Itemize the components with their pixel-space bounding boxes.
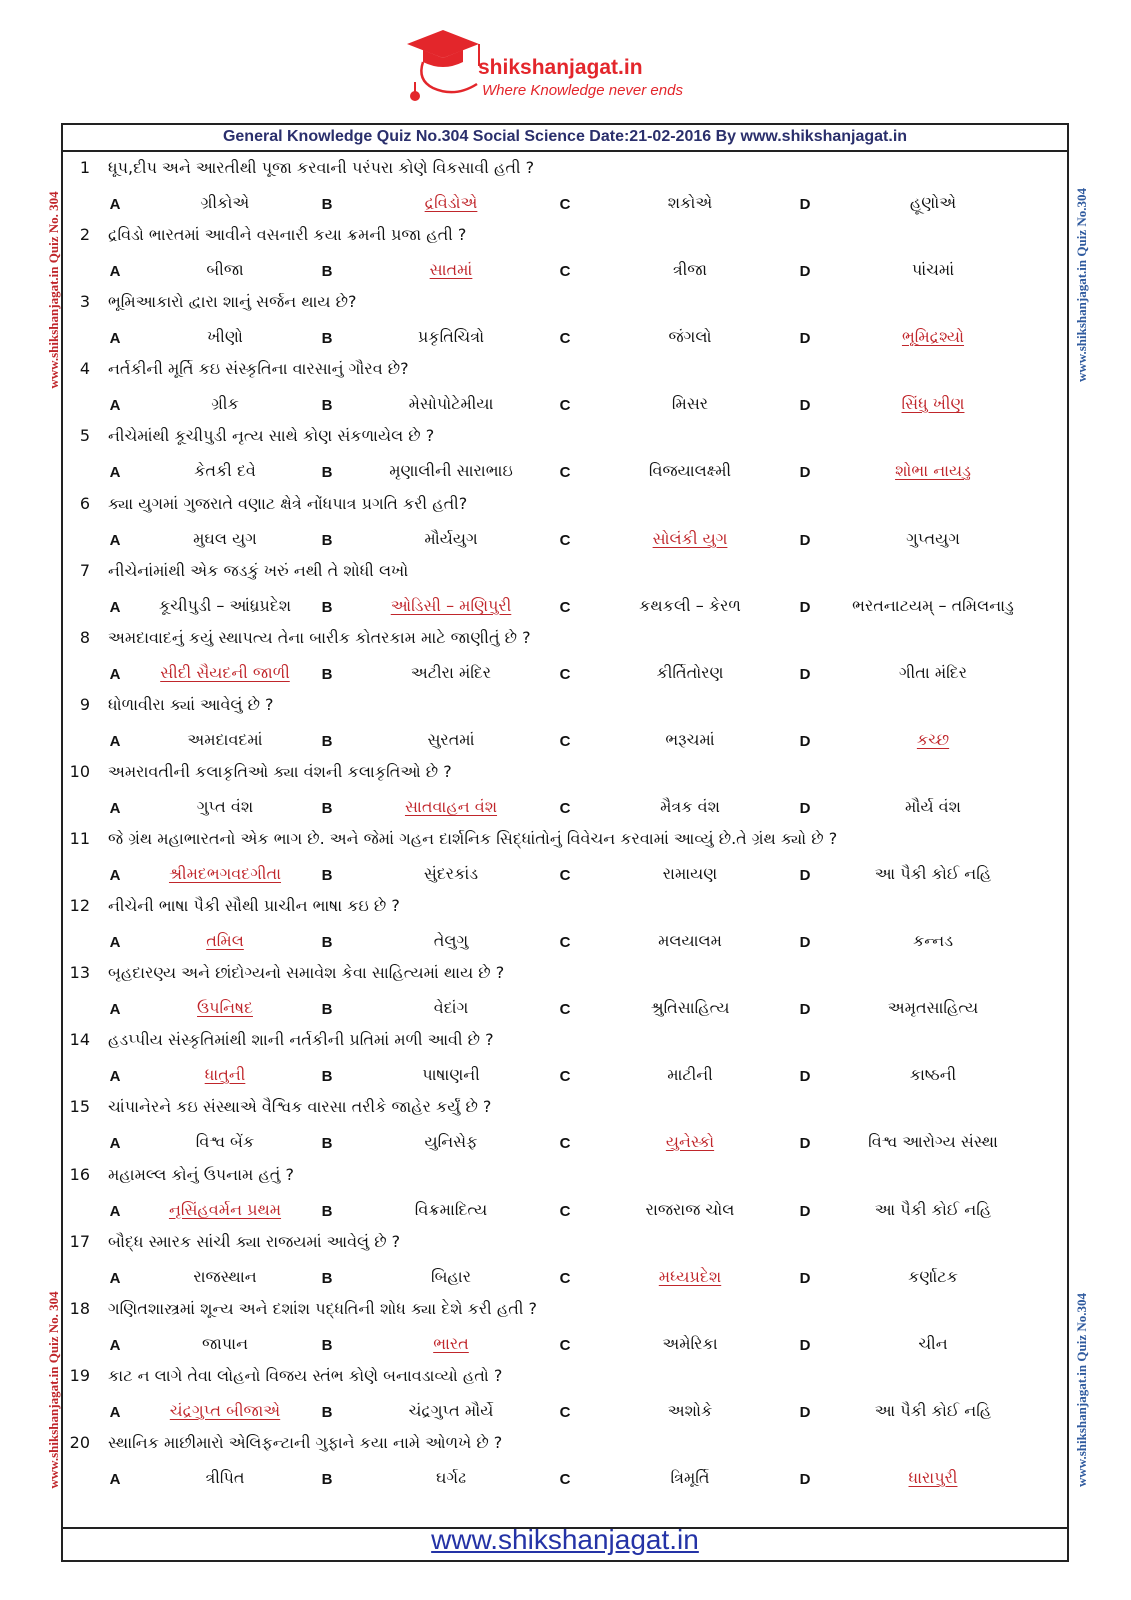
question-text: જે ગ્રંથ મહાભારતનો એક ભાગ છે. અને જેમાં ગહન દાર્શનિક સિદ્ધાંતોનું વિવેચન કરવામાં આવ્યું છે.તે ગ્રંથ ક્યો છે ? xyxy=(108,829,838,848)
question-text: મહામલ્લ કોનું ઉપનામ હતું ? xyxy=(108,1165,294,1184)
question-text: નીચેનાંમાંથી એક જડકું ખરું નથી તે શોધી લખો xyxy=(108,561,409,580)
option-letter: A xyxy=(109,1471,121,1488)
option-letter: A xyxy=(109,599,121,616)
question-number: 11 xyxy=(69,829,90,848)
question-number: 9 xyxy=(79,695,90,714)
option-letter: C xyxy=(559,196,571,213)
question-number: 2 xyxy=(79,225,90,244)
option-letter: C xyxy=(559,666,571,683)
correct-answer-option: શોભા નાયડુ xyxy=(895,461,971,480)
answer-option: સુરતમાં xyxy=(427,730,475,749)
option-letter: D xyxy=(799,934,811,951)
option-letter: C xyxy=(559,733,571,750)
answer-option: ગ્રીકોએ xyxy=(200,193,250,212)
correct-answer-option: દ્રવિડોએ xyxy=(424,193,478,212)
question-number: 19 xyxy=(69,1366,90,1385)
answer-option: ત્રીપિત xyxy=(205,1468,245,1487)
option-letter: A xyxy=(109,330,121,347)
option-letter: A xyxy=(109,397,121,414)
option-letter: A xyxy=(109,666,121,683)
option-letter: D xyxy=(799,1471,811,1488)
answer-option: કેતકી દવે xyxy=(194,461,256,480)
option-letter: B xyxy=(321,1270,333,1287)
answer-option: બિહાર xyxy=(430,1267,472,1286)
question-number: 6 xyxy=(79,494,90,513)
option-letter: B xyxy=(321,263,333,280)
answer-option: સુંદરકાંડ xyxy=(423,864,479,883)
option-letter: C xyxy=(559,1337,571,1354)
answer-option: જાપાન xyxy=(201,1334,248,1353)
option-letter: D xyxy=(799,733,811,750)
answer-option: અમૃતસાહિત્ય xyxy=(887,998,979,1017)
answer-option: આ પૈકી કોઈ નહિ xyxy=(874,1401,992,1420)
option-letter: B xyxy=(321,330,333,347)
option-letter: B xyxy=(321,1001,333,1018)
option-letter: C xyxy=(559,934,571,951)
question-number: 3 xyxy=(79,292,90,311)
question-text: દ્રવિડો ભારતમાં આવીને વસનારી કયા ક્રમની પ્રજા હતી ? xyxy=(108,225,467,244)
option-letter: D xyxy=(799,867,811,884)
option-letter: D xyxy=(799,1203,811,1220)
answer-option: મલયાલમ xyxy=(658,931,722,950)
answer-option: મૌર્ય વંશ xyxy=(905,797,961,816)
option-letter: B xyxy=(321,867,333,884)
option-letter: C xyxy=(559,1270,571,1287)
question-text: અમદાવાદનું કયું સ્થાપત્ય તેના બારીક કોતરકામ માટે જાણીતું છે ? xyxy=(108,628,531,647)
option-letter: C xyxy=(559,1203,571,1220)
option-letter: B xyxy=(321,397,333,414)
option-letter: A xyxy=(109,1135,121,1152)
option-letter: A xyxy=(109,1001,121,1018)
question-text: ચાંપાનેરને કઇ સંસ્થાએ વૈશ્વિક વારસા તરીકે જાહેર કર્યું છે ? xyxy=(108,1097,492,1116)
option-letter: D xyxy=(799,330,811,347)
option-letter: D xyxy=(799,1001,811,1018)
answer-option: કાષ્ઠની xyxy=(909,1065,957,1084)
logo-name: shikshanjagat.in xyxy=(478,56,643,79)
answer-option: જંગલો xyxy=(668,327,712,346)
answer-option: ચંદ્રગુપ્ત મૌર્યે xyxy=(408,1401,494,1420)
question-text: કાટ ન લાગે તેવા લોહનો વિજય સ્તંભ કોણે બનાવડાવ્યો હતો ? xyxy=(108,1366,503,1385)
option-letter: A xyxy=(109,1270,121,1287)
answer-option: રામાયણ xyxy=(662,864,718,883)
option-letter: A xyxy=(109,263,121,280)
question-text: નર્તકીની મૂર્તિ કઇ સંસ્કૃતિના વારસાનું ગૌરવ છે? xyxy=(108,359,409,378)
option-letter: D xyxy=(799,397,811,414)
correct-answer-option: મધ્યપ્રદેશ xyxy=(658,1267,722,1286)
option-letter: C xyxy=(559,397,571,414)
correct-answer-option: સિંધુ ખીણ xyxy=(901,394,965,413)
answer-option: વિજયાલક્ષ્મી xyxy=(648,461,732,480)
question-number: 15 xyxy=(69,1097,90,1116)
option-letter: B xyxy=(321,1404,333,1421)
answer-option: માટીની xyxy=(667,1065,713,1084)
option-letter: B xyxy=(321,532,333,549)
option-letter: C xyxy=(559,330,571,347)
answer-option: ત્રિમૂર્તિ xyxy=(670,1468,710,1487)
option-letter: A xyxy=(109,934,121,951)
option-letter: B xyxy=(321,196,333,213)
answer-option: ત્રીજા xyxy=(672,260,708,279)
option-letter: C xyxy=(559,532,571,549)
option-letter: B xyxy=(321,800,333,817)
option-letter: A xyxy=(109,1404,121,1421)
option-letter: A xyxy=(109,532,121,549)
question-text: બૌદ્ધ સ્મારક સાંચી ક્યા રાજયમાં આવેલું છે ? xyxy=(108,1232,401,1251)
correct-answer-option: ચંદ્રગુપ્ત બીજાએ xyxy=(169,1401,281,1420)
question-number: 4 xyxy=(79,359,90,378)
question-text: ગણિતશાસ્ત્રમાં શૂન્ય અને દશાંશ પદ્ધતિની શોધ ક્યા દેશે કરી હતી ? xyxy=(108,1299,537,1318)
question-number: 7 xyxy=(79,561,90,580)
answer-option: ભરૂચમાં xyxy=(665,730,715,749)
option-letter: B xyxy=(321,1471,333,1488)
answer-option: રાજરાજ ચોલ xyxy=(645,1200,735,1219)
correct-answer-option: નૃસિંહવર્મન પ્રથમ xyxy=(168,1200,282,1219)
option-letter: A xyxy=(109,867,121,884)
correct-answer-option: તમિલ xyxy=(206,931,244,950)
correct-answer-option: સાતમાં xyxy=(429,260,473,279)
answer-option: કીર્તિતોરણ xyxy=(656,663,724,682)
option-letter: D xyxy=(799,1270,811,1287)
correct-answer-option: ધારાપુરી xyxy=(908,1468,958,1487)
answer-option: અશોકે xyxy=(667,1401,713,1420)
correct-answer-option: ઓડિસી – મણિપુરી xyxy=(390,596,512,615)
answer-option: મૌર્યયુગ xyxy=(424,529,478,548)
question-text: નીચેની ભાષા પૈકી સૌથી પ્રાચીન ભાષા કઇ છે ? xyxy=(108,896,400,915)
answer-option: પાષાણની xyxy=(422,1065,480,1084)
answer-option: ગીતા મંદિર xyxy=(899,663,967,682)
option-letter: A xyxy=(109,1068,121,1085)
question-number: 1 xyxy=(79,158,90,177)
option-letter: B xyxy=(321,1337,333,1354)
side-label-right-top: www.shikshanjagat.in Quiz No.304 xyxy=(1074,188,1089,382)
correct-answer-option: યુનેસ્કો xyxy=(665,1132,715,1151)
answer-option: ગુપ્તયુગ xyxy=(906,529,960,548)
option-letter: D xyxy=(799,800,811,817)
question-number: 17 xyxy=(69,1232,90,1251)
option-letter: C xyxy=(559,867,571,884)
answer-option: આ પૈકી કોઈ નહિ xyxy=(874,864,992,883)
answer-option: યુનિસેફ xyxy=(424,1132,478,1151)
question-text: હડપ્પીય સંસ્કૃતિમાંથી શાની નર્તકીની પ્રતિમાં મળી આવી છે ? xyxy=(108,1030,494,1049)
question-number: 18 xyxy=(69,1299,90,1318)
option-letter: A xyxy=(109,733,121,750)
question-number: 12 xyxy=(69,896,90,915)
option-letter: B xyxy=(321,934,333,951)
logo-tagline: Where Knowledge never ends xyxy=(482,82,683,99)
answer-option: ખીણો xyxy=(207,327,243,346)
answer-option: શકોએ xyxy=(667,193,713,212)
answer-option: બીજા xyxy=(206,260,244,279)
answer-option: ગુપ્ત વંશ xyxy=(196,797,254,816)
answer-option: ચીન xyxy=(918,1334,948,1353)
question-number: 8 xyxy=(79,628,90,647)
answer-option: અમેરિકા xyxy=(662,1334,718,1353)
answer-option: મૈત્રક વંશ xyxy=(660,797,720,816)
option-letter: C xyxy=(559,800,571,817)
answer-option: વેદાંગ xyxy=(433,998,469,1017)
answer-option: અમદાવદમાં xyxy=(187,730,263,749)
option-letter: D xyxy=(799,666,811,683)
option-letter: A xyxy=(109,1337,121,1354)
option-letter: B xyxy=(321,1068,333,1085)
answer-option: વિશ્વ બેંક xyxy=(195,1132,255,1151)
answer-option: મિસર xyxy=(671,394,709,413)
option-letter: B xyxy=(321,464,333,481)
option-letter: C xyxy=(559,1135,571,1152)
option-letter: A xyxy=(109,800,121,817)
option-letter: D xyxy=(799,464,811,481)
answer-option: પાંચમાં xyxy=(911,260,955,279)
answer-option: અટીરા મંદિર xyxy=(410,663,492,682)
answer-option: શ્રુતિસાહિત્ય xyxy=(650,998,730,1017)
answer-option: કૂચીપુડી – આંધ્રપ્રદેશ xyxy=(158,596,292,615)
correct-answer-option: ઉપનિષદ xyxy=(197,998,253,1017)
option-letter: B xyxy=(321,1135,333,1152)
graduation-cap-icon xyxy=(407,30,479,101)
side-label-left-bottom: www.shikshanjagat.in Quiz No. 304 xyxy=(46,1291,61,1489)
question-number: 20 xyxy=(69,1433,90,1452)
answer-option: ગ્રીક xyxy=(211,394,239,413)
correct-answer-option: શ્રીમદભગવદગીતા xyxy=(168,864,282,883)
question-text: ધૂપ,દીપ અને આરતીથી પૂજા કરવાની પરંપરા કોણે વિકસાવી હતી ? xyxy=(108,158,535,177)
answer-option: કન્નડ xyxy=(912,931,954,950)
correct-answer-option: સોલંકી યુગ xyxy=(652,529,728,548)
answer-option: કથકલી – કેરળ xyxy=(639,596,741,615)
question-number: 16 xyxy=(69,1165,90,1184)
question-text: ક્યા યુગમાં ગુજરાતે વણાટ ક્ષેત્રે નોંધપાત્ર પ્રગતિ કરી હતી? xyxy=(108,494,468,513)
quiz-title: General Knowledge Quiz No.304 Social Science Date:21-02-2016 By www.shikshanjagat.in xyxy=(61,123,1069,152)
option-letter: A xyxy=(109,196,121,213)
option-letter: A xyxy=(109,464,121,481)
answer-option: હૂણોએ xyxy=(909,193,957,212)
question-text: બૃહદારણ્ય અને છાંદોગ્યનો સમાવેશ કેવા સાહિત્યમાં થાય છે ? xyxy=(108,963,505,982)
question-number: 14 xyxy=(69,1030,90,1049)
answer-option: રાજસ્થાન xyxy=(193,1267,257,1286)
option-letter: A xyxy=(109,1203,121,1220)
answer-option: વિશ્વ આરોગ્ય સંસ્થા xyxy=(868,1132,998,1151)
option-letter: D xyxy=(799,1068,811,1085)
answer-option: વિક્રમાદિત્ય xyxy=(414,1200,488,1219)
correct-answer-option: સાતવાહન વંશ xyxy=(404,797,498,816)
answer-option: કર્ણાટક xyxy=(908,1267,958,1286)
option-letter: D xyxy=(799,1404,811,1421)
option-letter: B xyxy=(321,733,333,750)
correct-answer-option: ભૂમિદ્રશ્યો xyxy=(901,327,965,346)
question-number: 10 xyxy=(69,762,90,781)
answer-option: ઘર્ગઢ xyxy=(435,1468,467,1487)
correct-answer-option: ધાતુની xyxy=(204,1065,246,1084)
question-text: ભૂમિઆકારો દ્વારા શાનું સર્જન થાય છે? xyxy=(108,292,357,311)
option-letter: B xyxy=(321,666,333,683)
answer-option: પ્રકૃતિચિત્રો xyxy=(417,327,485,346)
answer-option: આ પૈકી કોઈ નહિ xyxy=(874,1200,992,1219)
option-letter: D xyxy=(799,263,811,280)
correct-answer-option: ભારત xyxy=(433,1334,469,1353)
option-letter: D xyxy=(799,1337,811,1354)
option-letter: C xyxy=(559,464,571,481)
option-letter: C xyxy=(559,1404,571,1421)
option-letter: D xyxy=(799,599,811,616)
option-letter: B xyxy=(321,1203,333,1220)
question-number: 13 xyxy=(69,963,90,982)
correct-answer-option: સીદી સૈયદની જાળી xyxy=(160,663,290,682)
answer-option: મેસોપોટેમીયા xyxy=(408,394,494,413)
option-letter: D xyxy=(799,1135,811,1152)
answer-option: મુઘલ યુગ xyxy=(193,529,257,548)
answer-option: તેલુગુ xyxy=(433,931,469,950)
footer-link[interactable]: www.shikshanjagat.in xyxy=(431,1524,699,1555)
question-text: સ્થાનિક માછીમારો એલિફન્ટાની ગુફાને કયા નામે ઓળખે છે ? xyxy=(108,1433,503,1452)
option-letter: D xyxy=(799,196,811,213)
question-text: ધોળાવીરા ક્યાં આવેલું છે ? xyxy=(108,695,274,714)
option-letter: C xyxy=(559,1001,571,1018)
answer-option: ભરતનાટયમ્ – તમિલનાડુ xyxy=(852,596,1014,615)
answer-option: મૃણાલીની સારાભાઇ xyxy=(389,461,513,480)
option-letter: C xyxy=(559,263,571,280)
question-text: નીચેમાંથી કૂચીપુડી નૃત્ય સાથે કોણ સંકળાયેલ છે ? xyxy=(108,426,435,445)
option-letter: B xyxy=(321,599,333,616)
side-label-right-bottom: www.shikshanjagat.in Quiz No.304 xyxy=(1074,1293,1089,1487)
option-letter: C xyxy=(559,1068,571,1085)
correct-answer-option: કચ્છ xyxy=(916,730,950,749)
option-letter: C xyxy=(559,1471,571,1488)
side-label-left-top: www.shikshanjagat.in Quiz No. 304 xyxy=(46,191,61,389)
question-text: અમરાવતીની કલાકૃતિઓ ક્યા વંશની કલાકૃતિઓ છે ? xyxy=(108,762,452,781)
option-letter: C xyxy=(559,599,571,616)
option-letter: D xyxy=(799,532,811,549)
question-number: 5 xyxy=(79,426,90,445)
